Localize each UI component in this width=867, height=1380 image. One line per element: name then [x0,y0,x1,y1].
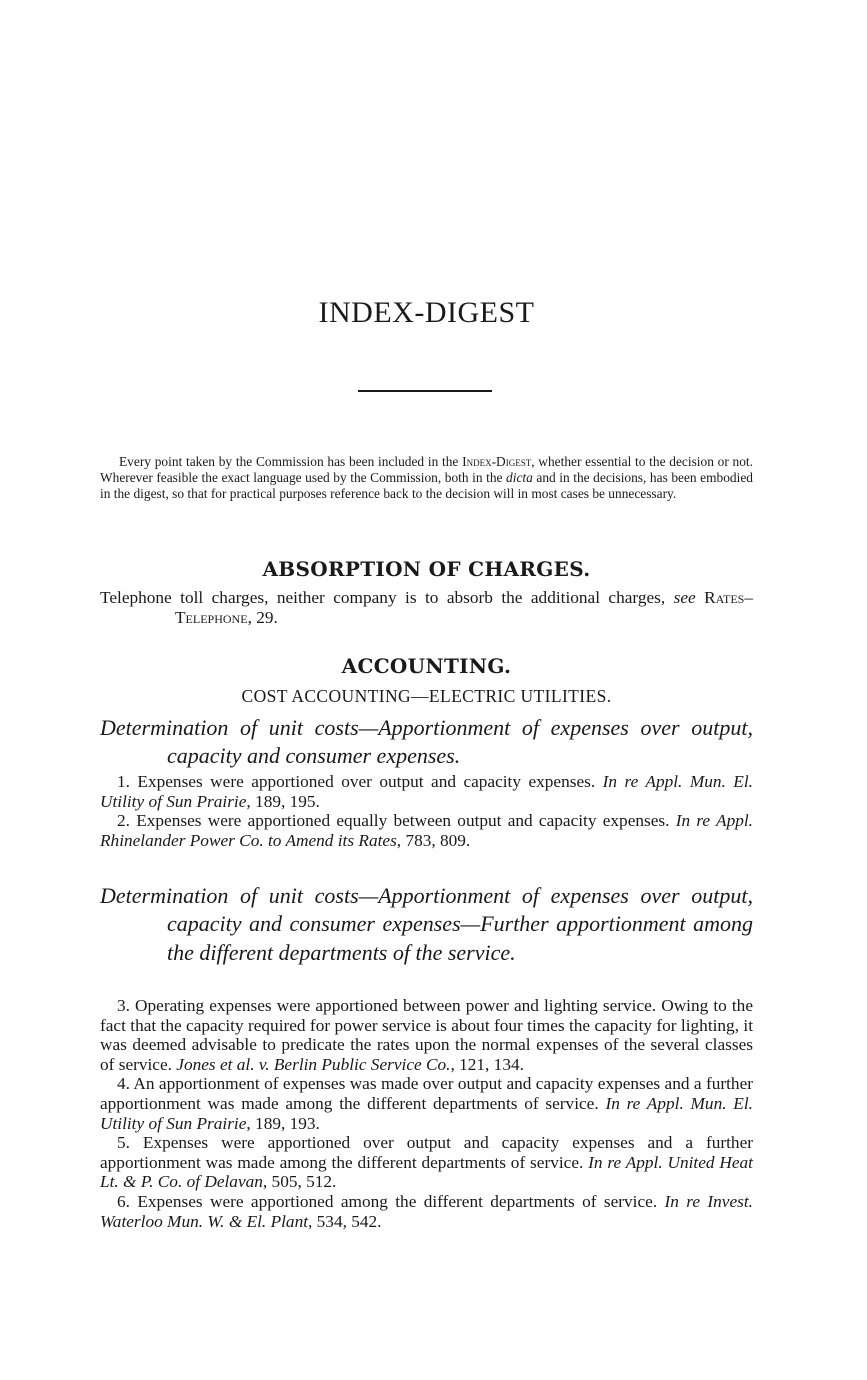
entry-1-text: 1. Expenses were apportioned over output and capacity expenses. [117,772,603,791]
entry-2 [100,811,753,850]
entry-5-pages: , 505, 512. [262,1172,337,1192]
title-rule [358,390,492,392]
entry-4 [100,1074,753,1133]
entry-2-pages: , 783, 809. [396,830,471,850]
intro-text-2: , whether essential to the decision or not. Wherever feasible the exact language used by the Commission, both in the [100,454,754,485]
absorption-ref: Rates–Telephone [175,588,753,627]
entry-3 [100,996,753,1074]
subheading-cost-accounting: COST ACCOUNTING—ELECTRIC UTILITIES. [241,686,612,706]
heading-accounting: ACCOUNTING. [341,654,512,678]
entry-2-citation: In re Appl. Rhinelander Power Co. to Amend its Rates [100,811,754,850]
entry-3-text: 3. Operating expenses were apportioned between power and lighting service. Owing to the fact that the capacity required for power service is about four times the capacity for lighting, it was deemed advisable to predicate the rates upon the normal expenses of the several classes of service. [100,996,753,1074]
absorption-ref-end: , 29. [247,607,278,627]
page-title: INDEX-DIGEST [318,296,535,329]
entry-5-citation: In re Appl. United Heat Lt. & P. Co. of Delavan [100,1152,753,1192]
entry-6-text: 6. Expenses were apportioned among the different departments of service. [117,1191,665,1211]
entry-1-pages: , 189, 195. [246,791,320,811]
entry-4-citation: In re Appl. Mun. El. Utility of Sun Prairie [100,1093,753,1133]
entries-3-6 [100,996,753,1231]
topic-1: Determination of unit costs—Apportionment of expenses over output, capacity and consumer expenses. [100,715,753,769]
topic-2: Determination of unit costs—Apportionment of expenses over output, capacity and consumer expenses—Further apportionment among the different departments of the service. [100,883,753,965]
intro-paragraph [100,454,753,501]
intro-dicta: dicta [506,469,533,485]
entry-3-citation: Jones et al. v. Berlin Public Service Co. [176,1054,451,1074]
entry-4-pages: , 189, 193. [246,1113,320,1133]
entry-6-citation: In re Invest. Waterloo Mun. W. & El. Plant [100,1191,753,1231]
absorption-see: see [673,588,696,607]
intro-text-1: Every point taken by the Commission has been included in the [119,454,463,469]
entry-3-pages: , 121, 134. [450,1054,524,1074]
intro-index-digest: Index-Digest [462,454,532,469]
entry-1 [100,772,753,811]
absorption-text: Telephone toll charges, neither company is to absorb the additional charges, [100,588,674,607]
entry-5-text: 5. Expenses were apportioned over output and capacity expenses and a further apportionment was made among the different departments of service. [100,1133,753,1172]
entry-2-text: 2. Expenses were apportioned equally between output and capacity expenses. [117,811,676,831]
absorption-entry [100,588,753,627]
heading-absorption: ABSORPTION OF CHARGES. [262,557,591,581]
entry-6 [100,1192,753,1231]
topic-2-block [100,882,753,967]
intro-text-3: and in the decisions, has been embodied in the digest, so that for practical purposes reference back to the decision will in most cases be unnecessary. [100,469,753,501]
entry-1-citation: In re Appl. Mun. El. Utility of Sun Prairie [100,772,753,811]
topic-1-block [100,714,753,771]
entries-1-2 [100,772,753,850]
entry-6-pages: , 534, 542. [308,1211,382,1231]
entry-4-text: 4. An apportionment of expenses was made over output and capacity expenses and a further apportionment was made among the different departments of service. [100,1074,753,1113]
entry-5 [100,1133,753,1192]
